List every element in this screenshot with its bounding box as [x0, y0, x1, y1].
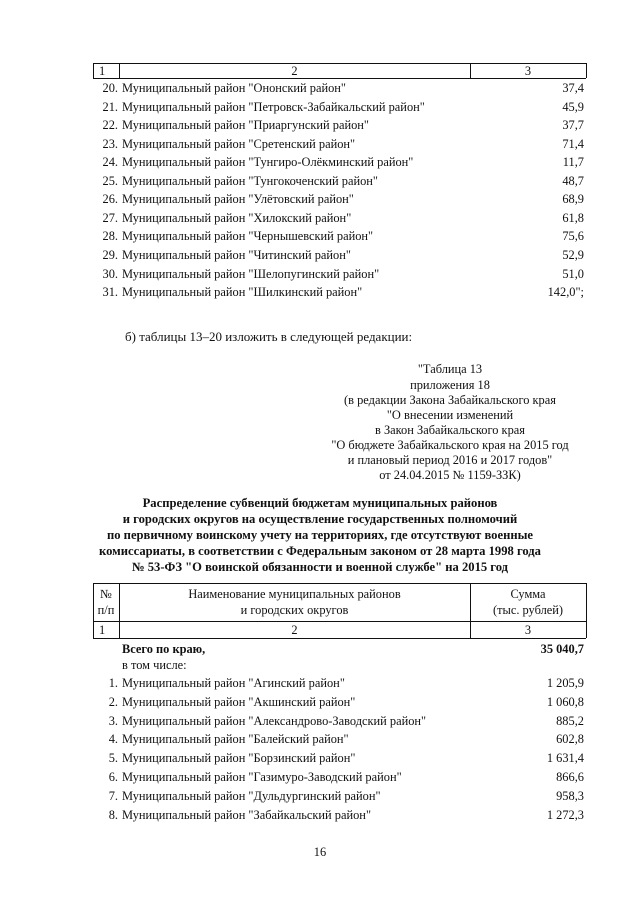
row-number: 30.	[102, 266, 118, 281]
note-line: в Закон Забайкальского края	[375, 423, 525, 437]
col-header-sum: Сумма	[510, 587, 546, 601]
row-value: 71,4	[562, 136, 584, 151]
row-name: Муниципальный район "Улётовский район"	[122, 192, 354, 207]
row-name: Муниципальный район "Приаргунский район"	[122, 118, 369, 133]
title-line: по первичному воинскому учету на территориях, где отсутствуют военные	[106, 528, 533, 542]
row-value: 61,8	[562, 210, 584, 225]
row-number: 29.	[102, 247, 118, 262]
row-number: 31.	[102, 285, 118, 300]
main-table-border-head	[93, 621, 586, 622]
main-table-border-numbers	[93, 638, 586, 639]
top-table-colnum-3: 3	[524, 64, 532, 78]
row-number: 1.	[108, 676, 118, 690]
row-value: 958,3	[556, 788, 584, 803]
row-value: 602,8	[556, 732, 584, 747]
including-label: в том числе:	[122, 658, 187, 672]
row-value: 1 272,3	[546, 807, 584, 822]
row-name: Муниципальный район "Читинский район"	[122, 247, 351, 262]
row-value: 75,6	[562, 229, 584, 244]
title-line: и городских округов на осуществление государственных полномочий	[122, 512, 518, 526]
total-value: 35 040,7	[540, 642, 584, 656]
top-table-border-header	[93, 78, 586, 79]
row-number: 20.	[102, 81, 118, 95]
top-table-border-top	[93, 63, 586, 64]
row-name: Муниципальный район "Борзинский район"	[122, 751, 356, 766]
row-name: Муниципальный район "Шилкинский район"	[122, 285, 363, 300]
row-value: 1 631,4	[546, 751, 584, 766]
row-number: 28.	[102, 229, 118, 244]
col-header-sum: (тыс. рублей)	[492, 603, 564, 617]
row-value: 68,9	[562, 192, 584, 207]
row-name: Муниципальный район "Чернышевский район"	[122, 229, 374, 244]
top-table-border-left	[93, 63, 94, 78]
row-name: Муниципальный район "Сретенский район"	[122, 136, 356, 151]
top-table-colnum-1: 1	[99, 64, 106, 78]
row-name: Муниципальный район "Газимуро-Заводский район"	[122, 770, 402, 784]
row-value: 1 060,8	[546, 694, 584, 709]
col-header-name: Наименование муниципальных районов	[188, 587, 401, 601]
note-line: и плановый период 2016 и 2017 годов"	[347, 453, 553, 467]
main-table-colnum-1: 1	[99, 623, 106, 637]
row-value: 37,7	[562, 118, 584, 133]
row-value: 142,0";	[547, 285, 584, 300]
row-number: 21.	[102, 99, 118, 114]
amendment-instruction: б) таблицы 13–20 изложить в следующей редакции:	[125, 329, 413, 344]
top-table-colnum-2: 2	[291, 64, 298, 78]
row-name: Муниципальный район "Хилокский район"	[122, 210, 352, 225]
title-line: Распределение субвенций бюджетам муниципальных районов	[142, 496, 498, 510]
note-line: от 24.04.2015 № 1159-ЗЗК)	[379, 468, 521, 482]
row-name: Муниципальный район "Забайкальский район"	[122, 807, 371, 822]
row-number: 2.	[108, 694, 118, 709]
note-line: "О внесении изменений	[386, 408, 514, 422]
row-value: 52,9	[562, 247, 584, 262]
row-number: 8.	[108, 807, 118, 822]
total-label: Всего по краю,	[122, 642, 206, 656]
row-number: 7.	[108, 788, 118, 803]
row-name: Муниципальный район "Шелопугинский район"	[122, 266, 380, 281]
row-name: Муниципальный район "Петровск-Забайкальский район"	[122, 99, 425, 114]
row-number: 24.	[102, 155, 118, 170]
col-header-number: №	[100, 587, 112, 601]
row-name: Муниципальный район "Ононский район"	[122, 81, 346, 95]
row-number: 5.	[108, 751, 118, 766]
row-number: 22.	[102, 118, 118, 133]
page-number: 16	[313, 845, 327, 859]
row-name: Муниципальный район "Тунгокоченский район"	[122, 173, 378, 188]
row-value: 1 205,9	[546, 676, 584, 690]
main-table-colnum-3: 3	[524, 623, 532, 637]
row-name: Муниципальный район "Дульдургинский район"	[122, 788, 381, 803]
title-line: № 53-ФЗ "О воинской обязанности и военной службе" на 2015 год	[131, 560, 509, 574]
row-value: 37,4	[562, 81, 584, 95]
main-table-border-right	[586, 583, 587, 638]
row-number: 3.	[108, 713, 118, 728]
row-name: Муниципальный район "Александрово-Заводский район"	[122, 713, 427, 728]
row-name: Муниципальный район "Акшинский район"	[122, 694, 356, 709]
row-name: Муниципальный район "Балейский район"	[122, 732, 349, 747]
row-name: Муниципальный район "Агинский район"	[122, 676, 345, 690]
row-number: 25.	[102, 173, 118, 188]
row-value: 45,9	[562, 99, 584, 114]
row-number: 4.	[108, 732, 118, 747]
title-line: комиссариаты, в соответствии с Федеральным законом от 28 марта 1998 года	[99, 544, 541, 558]
note-line: "О бюджете Забайкальского края на 2015 год	[331, 438, 569, 452]
row-value: 885,2	[556, 713, 584, 728]
row-number: 6.	[108, 770, 118, 784]
row-value: 11,7	[562, 155, 584, 170]
main-table-colnum-2: 2	[291, 623, 298, 637]
row-name: Муниципальный район "Тунгиро-Олёкминский район"	[122, 155, 414, 170]
row-value: 48,7	[562, 173, 584, 188]
col-header-name: и городских округов	[240, 603, 349, 617]
note-line: "Таблица 13	[417, 362, 483, 376]
row-number: 23.	[102, 136, 118, 151]
row-value: 866,6	[556, 770, 584, 784]
row-number: 27.	[102, 210, 118, 225]
note-line: приложения 18	[410, 378, 490, 392]
row-number: 26.	[102, 192, 118, 207]
top-table-border-right	[586, 63, 587, 78]
col-header-number: п/п	[97, 603, 115, 617]
main-table-border-top	[93, 583, 586, 584]
note-line: (в редакции Закона Забайкальского края	[344, 393, 556, 407]
row-value: 51,0	[562, 266, 584, 281]
